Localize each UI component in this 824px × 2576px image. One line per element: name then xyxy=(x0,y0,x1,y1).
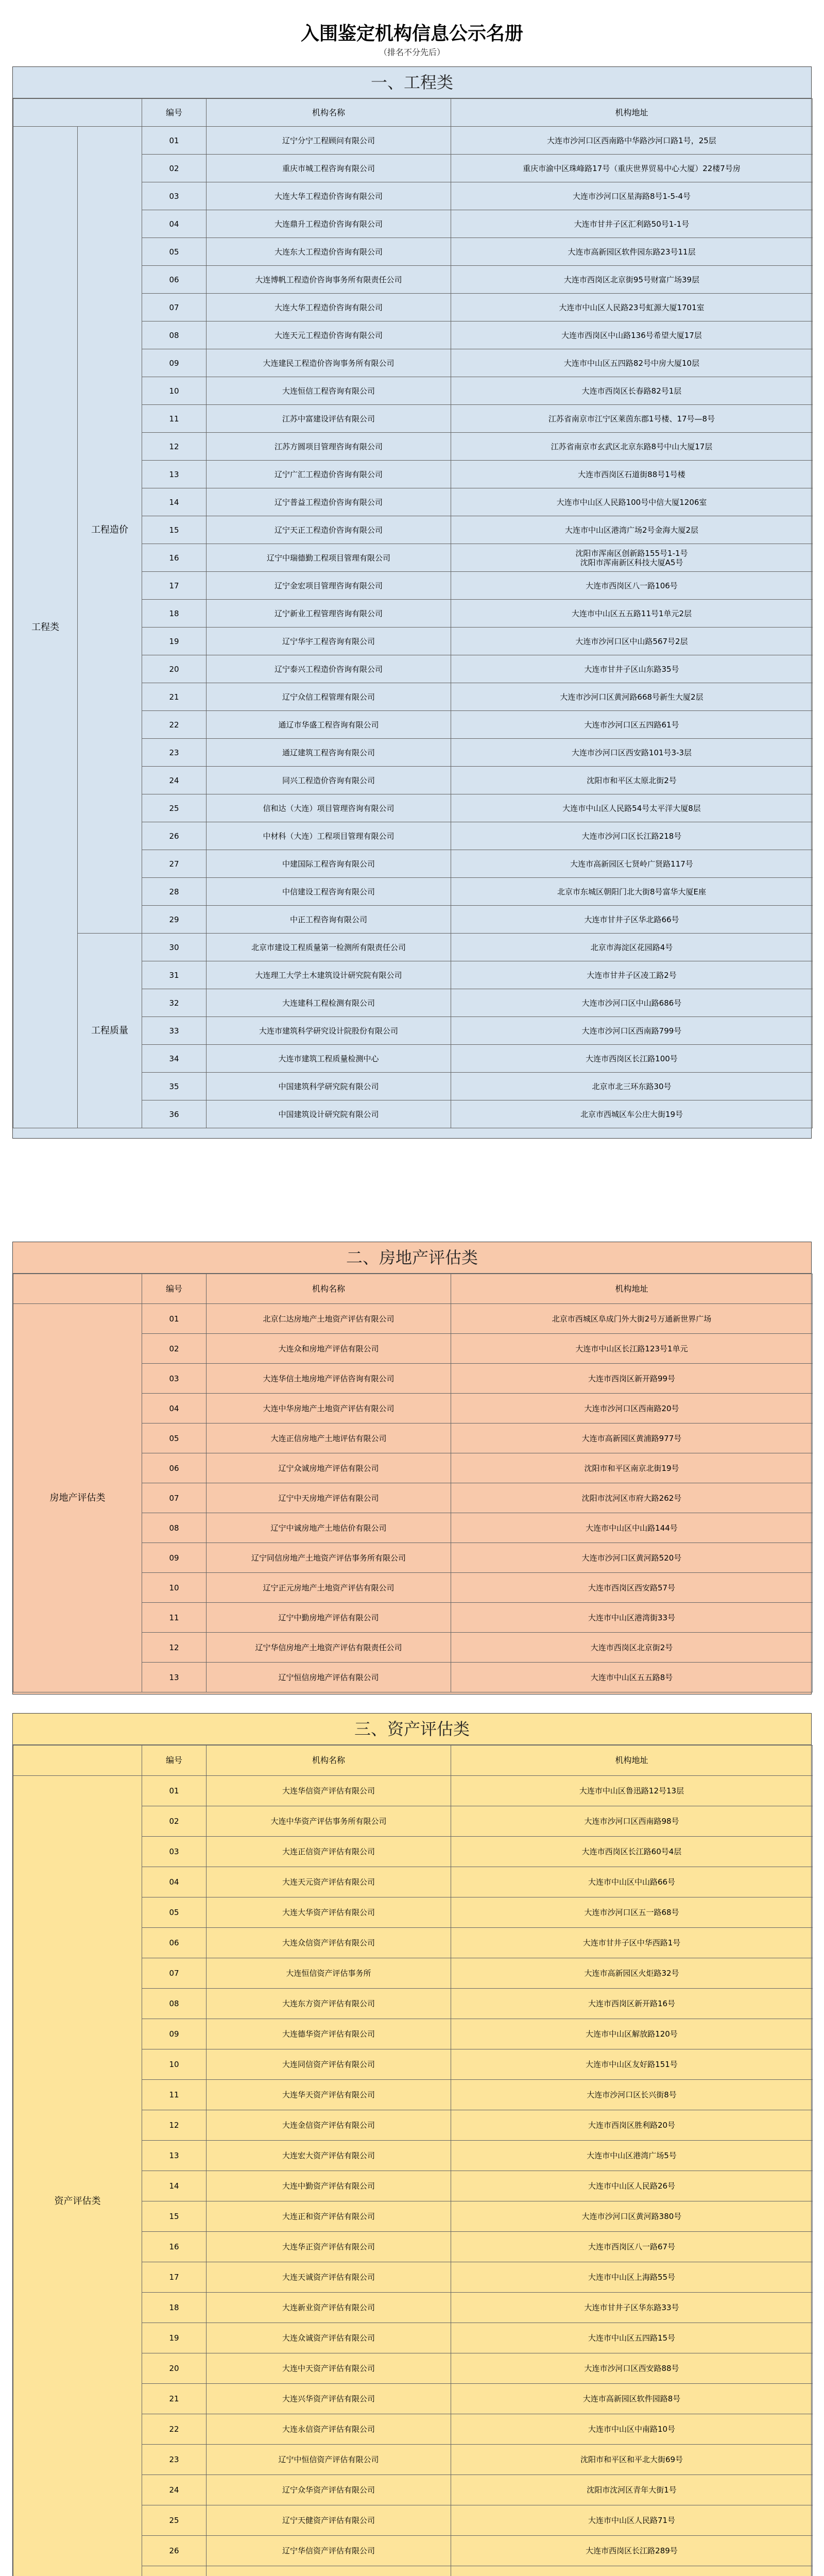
institution-name: 重庆市城工程咨询有限公司 xyxy=(207,155,451,182)
institution-name: 大连新业资产评估有限公司 xyxy=(207,2293,451,2323)
institution-name: 大连建民工程造价咨询事务所有限公司 xyxy=(207,349,451,377)
institution-name: 辽宁分宁工程顾问有限公司 xyxy=(207,127,451,155)
row-number: 34 xyxy=(142,1045,207,1073)
institution-name: 辽宁华信房地产土地资产评估有限责任公司 xyxy=(207,1633,451,1663)
institution-name: 中正工程咨询有限公司 xyxy=(207,906,451,934)
institution-name: 辽宁众信工程管理有限公司 xyxy=(207,683,451,711)
institution-name: 大连东方资产评估有限公司 xyxy=(207,1989,451,2019)
category-label: 资产评估类 xyxy=(13,1776,142,2576)
section-title: 三、资产评估类 xyxy=(13,1714,811,1745)
row-number: 32 xyxy=(142,989,207,1017)
row-number: 09 xyxy=(142,1543,207,1573)
col-header-name: 机构名称 xyxy=(207,1745,451,1776)
row-number: 23 xyxy=(142,2445,207,2475)
institution-address: 大连市中山区人民路100号中信大厦1206室 xyxy=(451,488,813,516)
institution-address: 大连市西岗区西安路57号 xyxy=(451,1573,813,1603)
institution-name: 辽宁华宇工程咨询有限公司 xyxy=(207,628,451,655)
table-row xyxy=(13,1304,813,1334)
row-number: 16 xyxy=(142,2232,207,2262)
col-header-name: 机构名称 xyxy=(207,99,451,127)
institution-name: 大连大华资产评估有限公司 xyxy=(207,1897,451,1928)
row-number: 02 xyxy=(142,155,207,182)
row-number: 04 xyxy=(142,1867,207,1897)
institution-name: 大连华信土地房地产评估咨询有限公司 xyxy=(207,1364,451,1394)
row-number: 20 xyxy=(142,2353,207,2384)
institution-name: 辽宁中恒信资产评估有限公司 xyxy=(207,2445,451,2475)
document-header xyxy=(12,0,812,66)
institution-address: 大连市中山区五四路82号中房大厦10层 xyxy=(451,349,813,377)
row-number: 13 xyxy=(142,461,207,488)
institution-name: 大连中勤资产评估有限公司 xyxy=(207,2171,451,2201)
institution-address: 大连市甘井子区华东路33号 xyxy=(451,2293,813,2323)
institution-address: 大连市中山区上海路55号 xyxy=(451,2262,813,2293)
col-header-num: 编号 xyxy=(142,99,207,127)
institution-name: 辽宁华信资产评估有限公司 xyxy=(207,2536,451,2566)
institution-address xyxy=(451,2566,813,2576)
institution-name: 大连华天资产评估有限公司 xyxy=(207,2080,451,2110)
institution-address: 北京市东城区朝阳门北大街8号富华大厦E座 xyxy=(451,878,813,906)
institution-address: 大连市甘井子区凌工路2号 xyxy=(451,961,813,989)
table-row xyxy=(13,127,813,155)
institution-address: 大连市沙河口区中山路686号 xyxy=(451,989,813,1017)
institution-address: 沈阳市浑南区创新路155号1-1号 沈阳市浑南新区科技大厦A5号 xyxy=(451,544,813,572)
section-table xyxy=(13,1745,813,2576)
institution-address: 大连市中山区五四路15号 xyxy=(451,2323,813,2353)
row-number: 19 xyxy=(142,628,207,655)
institution-name: 大连中华资产评估事务所有限公司 xyxy=(207,1806,451,1837)
institution-address: 大连市西岗区长江路100号 xyxy=(451,1045,813,1073)
institution-address: 大连市沙河口区西南路98号 xyxy=(451,1806,813,1837)
section-title: 二、房地产评估类 xyxy=(13,1242,811,1274)
row-number: 20 xyxy=(142,655,207,683)
institution-name: 大连大华工程造价咨询有限公司 xyxy=(207,182,451,210)
section-3 xyxy=(12,1713,812,2576)
institution-name: 同兴工程造价咨询有限公司 xyxy=(207,767,451,794)
institution-address: 大连市沙河口区黄河路520号 xyxy=(451,1543,813,1573)
row-number: 03 xyxy=(142,182,207,210)
institution-name: 通辽市华盛工程咨询有限公司 xyxy=(207,711,451,739)
institution-address: 大连市中山区解放路120号 xyxy=(451,2019,813,2049)
row-number: 08 xyxy=(142,1513,207,1543)
section-title: 一、工程类 xyxy=(13,67,811,98)
institution-address: 大连市西岗区中山路136号希望大厦17层 xyxy=(451,321,813,349)
institution-name: 大连天诚资产评估有限公司 xyxy=(207,2262,451,2293)
institution-address: 大连市沙河口区西南路20号 xyxy=(451,1394,813,1423)
row-number: 16 xyxy=(142,544,207,572)
row-number: 25 xyxy=(142,2505,207,2536)
row-number: 09 xyxy=(142,2019,207,2049)
row-number: 06 xyxy=(142,1928,207,1958)
institution-address: 大连市沙河口区中山路567号2层 xyxy=(451,628,813,655)
institution-address: 北京市西城区阜成门外大街2号万通新世界广场 xyxy=(451,1304,813,1334)
row-number: 24 xyxy=(142,767,207,794)
institution-name: 大连鼎升工程造价咨询有限公司 xyxy=(207,210,451,238)
row-number: 03 xyxy=(142,1837,207,1867)
institution-address: 大连市中山区人民路23号虹源大厦1701室 xyxy=(451,294,813,321)
row-number: 17 xyxy=(142,2262,207,2293)
institution-address: 大连市西岗区新开路99号 xyxy=(451,1364,813,1394)
row-number: 14 xyxy=(142,2171,207,2201)
row-number: 04 xyxy=(142,1394,207,1423)
header-blank xyxy=(13,1274,142,1304)
category-label: 工程类 xyxy=(13,127,78,1128)
row-number xyxy=(142,2566,207,2576)
header-blank xyxy=(13,99,142,127)
institution-address: 大连市高新园区火炬路32号 xyxy=(451,1958,813,1989)
row-number: 08 xyxy=(142,321,207,349)
row-number: 21 xyxy=(142,2384,207,2414)
institution-address: 大连市西岗区长江路60号4层 xyxy=(451,1837,813,1867)
institution-address: 大连市西岗区长江路289号 xyxy=(451,2536,813,2566)
table-row xyxy=(13,1776,813,1806)
institution-address: 沈阳市和平区太原北街2号 xyxy=(451,767,813,794)
institution-address: 大连市西岗区胜利路20号 xyxy=(451,2110,813,2141)
institution-name: 中建国际工程咨询有限公司 xyxy=(207,850,451,878)
institution-name: 大连中华房地产土地资产评估有限公司 xyxy=(207,1394,451,1423)
institution-name: 江苏中富建设评估有限公司 xyxy=(207,405,451,433)
institution-name: 辽宁众华资产评估有限公司 xyxy=(207,2475,451,2505)
institution-address: 大连市中山区人民路26号 xyxy=(451,2171,813,2201)
row-number: 26 xyxy=(142,2536,207,2566)
institution-address: 大连市西岗区八一路67号 xyxy=(451,2232,813,2262)
institution-name xyxy=(207,2566,451,2576)
institution-address: 北京市北三环东路30号 xyxy=(451,1073,813,1100)
institution-address: 大连市沙河口区五四路61号 xyxy=(451,711,813,739)
institution-address: 大连市高新园区软件园东路23号11层 xyxy=(451,238,813,266)
category-label: 房地产评估类 xyxy=(13,1304,142,1692)
row-number: 05 xyxy=(142,1897,207,1928)
row-number: 11 xyxy=(142,1603,207,1633)
row-number: 13 xyxy=(142,2141,207,2171)
institution-name: 大连宏大资产评估有限公司 xyxy=(207,2141,451,2171)
institution-address: 大连市沙河口区星海路8号1-5-4号 xyxy=(451,182,813,210)
institution-address: 大连市西岗区北京街2号 xyxy=(451,1633,813,1663)
section-2 xyxy=(12,1242,812,1694)
institution-address: 大连市高新园区黄浦路977号 xyxy=(451,1423,813,1453)
institution-address: 大连市沙河口区西安路88号 xyxy=(451,2353,813,2384)
col-header-addr: 机构地址 xyxy=(451,1745,813,1776)
institution-name: 大连天元资产评估有限公司 xyxy=(207,1867,451,1897)
institution-address: 大连市沙河口区黄河路380号 xyxy=(451,2201,813,2232)
institution-address: 大连市西岗区石道街88号1号楼 xyxy=(451,461,813,488)
institution-address: 大连市中山区中南路10号 xyxy=(451,2414,813,2445)
institution-address: 大连市中山区五五路8号 xyxy=(451,1663,813,1692)
row-number: 11 xyxy=(142,405,207,433)
row-number: 15 xyxy=(142,2201,207,2232)
institution-address: 大连市中山区人民路71号 xyxy=(451,2505,813,2536)
institution-name: 中信建设工程咨询有限公司 xyxy=(207,878,451,906)
institution-name: 大连东大工程造价咨询有限公司 xyxy=(207,238,451,266)
institution-address: 大连市中山区中山路144号 xyxy=(451,1513,813,1543)
institution-name: 中国建筑设计研究院有限公司 xyxy=(207,1100,451,1128)
institution-name: 辽宁新业工程管理咨询有限公司 xyxy=(207,600,451,628)
row-number: 12 xyxy=(142,1633,207,1663)
institution-name: 大连中天资产评估有限公司 xyxy=(207,2353,451,2384)
institution-address: 大连市甘井子区华北路66号 xyxy=(451,906,813,934)
institution-address: 沈阳市沈河区青年大街1号 xyxy=(451,2475,813,2505)
institution-name: 大连正信房地产土地评估有限公司 xyxy=(207,1423,451,1453)
col-header-name: 机构名称 xyxy=(207,1274,451,1304)
institution-name: 辽宁中勤房地产评估有限公司 xyxy=(207,1603,451,1633)
institution-name: 中材科（大连）工程项目管理有限公司 xyxy=(207,822,451,850)
institution-name: 大连理工大学土木建筑设计研究院有限公司 xyxy=(207,961,451,989)
institution-name: 大连华正资产评估有限公司 xyxy=(207,2232,451,2262)
row-number: 10 xyxy=(142,377,207,405)
row-number: 10 xyxy=(142,2049,207,2080)
row-number: 31 xyxy=(142,961,207,989)
row-number: 06 xyxy=(142,1453,207,1483)
institution-name: 中国建筑科学研究院有限公司 xyxy=(207,1073,451,1100)
institution-name: 信和达（大连）项目管理咨询有限公司 xyxy=(207,794,451,822)
institution-address: 大连市沙河口区黄河路668号新生大厦2层 xyxy=(451,683,813,711)
section-table xyxy=(13,1274,813,1692)
institution-name: 大连众诚资产评估有限公司 xyxy=(207,2323,451,2353)
institution-name: 辽宁泰兴工程造价咨询有限公司 xyxy=(207,655,451,683)
institution-name: 大连金信资产评估有限公司 xyxy=(207,2110,451,2141)
institution-name: 大连众信资产评估有限公司 xyxy=(207,1928,451,1958)
institution-address: 大连市西岗区八一路106号 xyxy=(451,572,813,600)
row-number: 05 xyxy=(142,238,207,266)
institution-name: 江苏方圆项目管理咨询有限公司 xyxy=(207,433,451,461)
institution-address: 大连市中山区人民路54号太平洋大厦8层 xyxy=(451,794,813,822)
institution-name: 北京仁达房地产土地资产评估有限公司 xyxy=(207,1304,451,1334)
institution-address: 江苏省南京市江宁区莱茵东郡1号楼、17号—8号 xyxy=(451,405,813,433)
subcategory-label: 工程质量 xyxy=(78,934,142,1128)
row-number: 02 xyxy=(142,1334,207,1364)
institution-address: 江苏省南京市玄武区北京东路8号中山大厦17层 xyxy=(451,433,813,461)
row-number: 29 xyxy=(142,906,207,934)
institution-address: 大连市中山区中山路66号 xyxy=(451,1867,813,1897)
col-header-num: 编号 xyxy=(142,1745,207,1776)
row-number: 26 xyxy=(142,822,207,850)
row-number: 02 xyxy=(142,1806,207,1837)
table-row xyxy=(13,934,813,961)
row-number: 12 xyxy=(142,2110,207,2141)
row-number: 22 xyxy=(142,2414,207,2445)
row-number: 36 xyxy=(142,1100,207,1128)
row-number: 13 xyxy=(142,1663,207,1692)
row-number: 15 xyxy=(142,516,207,544)
col-header-num: 编号 xyxy=(142,1274,207,1304)
institution-name: 辽宁恒信房地产评估有限公司 xyxy=(207,1663,451,1692)
row-number: 28 xyxy=(142,878,207,906)
col-header-addr: 机构地址 xyxy=(451,99,813,127)
institution-address: 大连市中山区港湾广场2号金海大厦2层 xyxy=(451,516,813,544)
institution-address: 大连市中山区五五路11号1单元2层 xyxy=(451,600,813,628)
header-blank xyxy=(13,1745,142,1776)
institution-name: 大连同信资产评估有限公司 xyxy=(207,2049,451,2080)
subcategory-label: 工程造价 xyxy=(78,127,142,934)
institution-name: 辽宁普益工程造价咨询有限公司 xyxy=(207,488,451,516)
document-title: 入围鉴定机构信息公示名册 xyxy=(300,23,523,44)
institution-name: 辽宁金宏项目管理咨询有限公司 xyxy=(207,572,451,600)
row-number: 05 xyxy=(142,1423,207,1453)
row-number: 27 xyxy=(142,850,207,878)
institution-address: 大连市中山区长江路123号1单元 xyxy=(451,1334,813,1364)
institution-address: 大连市西岗区北京街95号财富广场39层 xyxy=(451,266,813,294)
institution-address: 大连市中山区港湾街33号 xyxy=(451,1603,813,1633)
document-subtitle: （排名不分先后） xyxy=(379,47,445,57)
institution-name: 大连天元工程造价咨询有限公司 xyxy=(207,321,451,349)
table-header-row xyxy=(13,1745,813,1776)
row-number: 17 xyxy=(142,572,207,600)
institution-name: 大连众和房地产评估有限公司 xyxy=(207,1334,451,1364)
row-number: 30 xyxy=(142,934,207,961)
section-1 xyxy=(12,66,812,1139)
institution-address: 大连市甘井子区中华西路1号 xyxy=(451,1928,813,1958)
institution-name: 大连华信资产评估有限公司 xyxy=(207,1776,451,1806)
institution-address: 大连市沙河口区西安路101号3-3层 xyxy=(451,739,813,767)
row-number: 24 xyxy=(142,2475,207,2505)
institution-name: 大连市建筑工程质量检测中心 xyxy=(207,1045,451,1073)
institution-address: 大连市中山区鲁迅路12号13层 xyxy=(451,1776,813,1806)
institution-address: 大连市沙河口区长江路218号 xyxy=(451,822,813,850)
institution-name: 辽宁广汇工程造价咨询有限公司 xyxy=(207,461,451,488)
row-number: 12 xyxy=(142,433,207,461)
row-number: 23 xyxy=(142,739,207,767)
institution-name: 北京市建设工程质量第一检测所有限责任公司 xyxy=(207,934,451,961)
row-number: 33 xyxy=(142,1017,207,1045)
institution-address: 大连市甘井子区山东路35号 xyxy=(451,655,813,683)
row-number: 19 xyxy=(142,2323,207,2353)
row-number: 18 xyxy=(142,600,207,628)
institution-name: 辽宁正元房地产土地资产评估有限公司 xyxy=(207,1573,451,1603)
row-number: 21 xyxy=(142,683,207,711)
row-number: 04 xyxy=(142,210,207,238)
institution-name: 辽宁中天房地产评估有限公司 xyxy=(207,1483,451,1513)
row-number: 25 xyxy=(142,794,207,822)
table-header-row xyxy=(13,1274,813,1304)
institution-name: 辽宁天健资产评估有限公司 xyxy=(207,2505,451,2536)
institution-name: 大连德华资产评估有限公司 xyxy=(207,2019,451,2049)
row-number: 03 xyxy=(142,1364,207,1394)
institution-name: 大连永信资产评估有限公司 xyxy=(207,2414,451,2445)
institution-address: 重庆市渝中区珠峰路17号（重庆世界贸易中心大厦）22楼7号房 xyxy=(451,155,813,182)
row-number: 11 xyxy=(142,2080,207,2110)
institution-address: 大连市沙河口区长兴街8号 xyxy=(451,2080,813,2110)
institution-address: 大连市甘井子区汇利路50号1-1号 xyxy=(451,210,813,238)
row-number: 07 xyxy=(142,1483,207,1513)
institution-name: 辽宁中瑞德勤工程项目管理有限公司 xyxy=(207,544,451,572)
row-number: 09 xyxy=(142,349,207,377)
institution-address: 大连市高新园区七贤岭广贤路117号 xyxy=(451,850,813,878)
row-number: 10 xyxy=(142,1573,207,1603)
row-number: 22 xyxy=(142,711,207,739)
institution-address: 大连市高新园区软件园路8号 xyxy=(451,2384,813,2414)
institution-name: 大连兴华资产评估有限公司 xyxy=(207,2384,451,2414)
institution-address: 大连市西岗区新开路16号 xyxy=(451,1989,813,2019)
row-number: 07 xyxy=(142,294,207,321)
row-number: 01 xyxy=(142,127,207,155)
institution-address: 沈阳市和平区和平北大街69号 xyxy=(451,2445,813,2475)
institution-name: 大连正信资产评估有限公司 xyxy=(207,1837,451,1867)
institution-address: 大连市沙河口区西南路799号 xyxy=(451,1017,813,1045)
institution-address: 大连市沙河口区五一路68号 xyxy=(451,1897,813,1928)
institution-name: 辽宁天正工程造价咨询有限公司 xyxy=(207,516,451,544)
row-number: 06 xyxy=(142,266,207,294)
row-number: 08 xyxy=(142,1989,207,2019)
institution-address: 大连市中山区港湾广场5号 xyxy=(451,2141,813,2171)
institution-name: 辽宁众诚房地产评估有限公司 xyxy=(207,1453,451,1483)
institution-address: 大连市西岗区长春路82号1层 xyxy=(451,377,813,405)
institution-address: 北京市海淀区花园路4号 xyxy=(451,934,813,961)
table-header-row xyxy=(13,99,813,127)
row-number: 35 xyxy=(142,1073,207,1100)
row-number: 07 xyxy=(142,1958,207,1989)
institution-address: 沈阳市沈河区市府大路262号 xyxy=(451,1483,813,1513)
institution-name: 通辽建筑工程咨询有限公司 xyxy=(207,739,451,767)
institution-name: 大连恒信工程咨询有限公司 xyxy=(207,377,451,405)
row-number: 18 xyxy=(142,2293,207,2323)
section-table xyxy=(13,98,813,1128)
row-number: 01 xyxy=(142,1304,207,1334)
institution-address: 大连市中山区友好路151号 xyxy=(451,2049,813,2080)
row-number: 14 xyxy=(142,488,207,516)
institution-name: 辽宁同信房地产土地资产评估事务所有限公司 xyxy=(207,1543,451,1573)
col-header-addr: 机构地址 xyxy=(451,1274,813,1304)
institution-address: 大连市沙河口区西南路中华路沙河口路1号，25层 xyxy=(451,127,813,155)
institution-name: 大连正和资产评估有限公司 xyxy=(207,2201,451,2232)
institution-name: 大连博帆工程造价咨询事务所有限责任公司 xyxy=(207,266,451,294)
institution-address: 沈阳市和平区南京北街19号 xyxy=(451,1453,813,1483)
institution-name: 大连大华工程造价咨询有限公司 xyxy=(207,294,451,321)
institution-name: 大连市建筑科学研究设计院股份有限公司 xyxy=(207,1017,451,1045)
row-number: 01 xyxy=(142,1776,207,1806)
institution-name: 大连恒信资产评估事务所 xyxy=(207,1958,451,1989)
institution-name: 辽宁中诚房地产土地估价有限公司 xyxy=(207,1513,451,1543)
institution-address: 北京市西城区车公庄大街19号 xyxy=(451,1100,813,1128)
institution-name: 大连建科工程检测有限公司 xyxy=(207,989,451,1017)
